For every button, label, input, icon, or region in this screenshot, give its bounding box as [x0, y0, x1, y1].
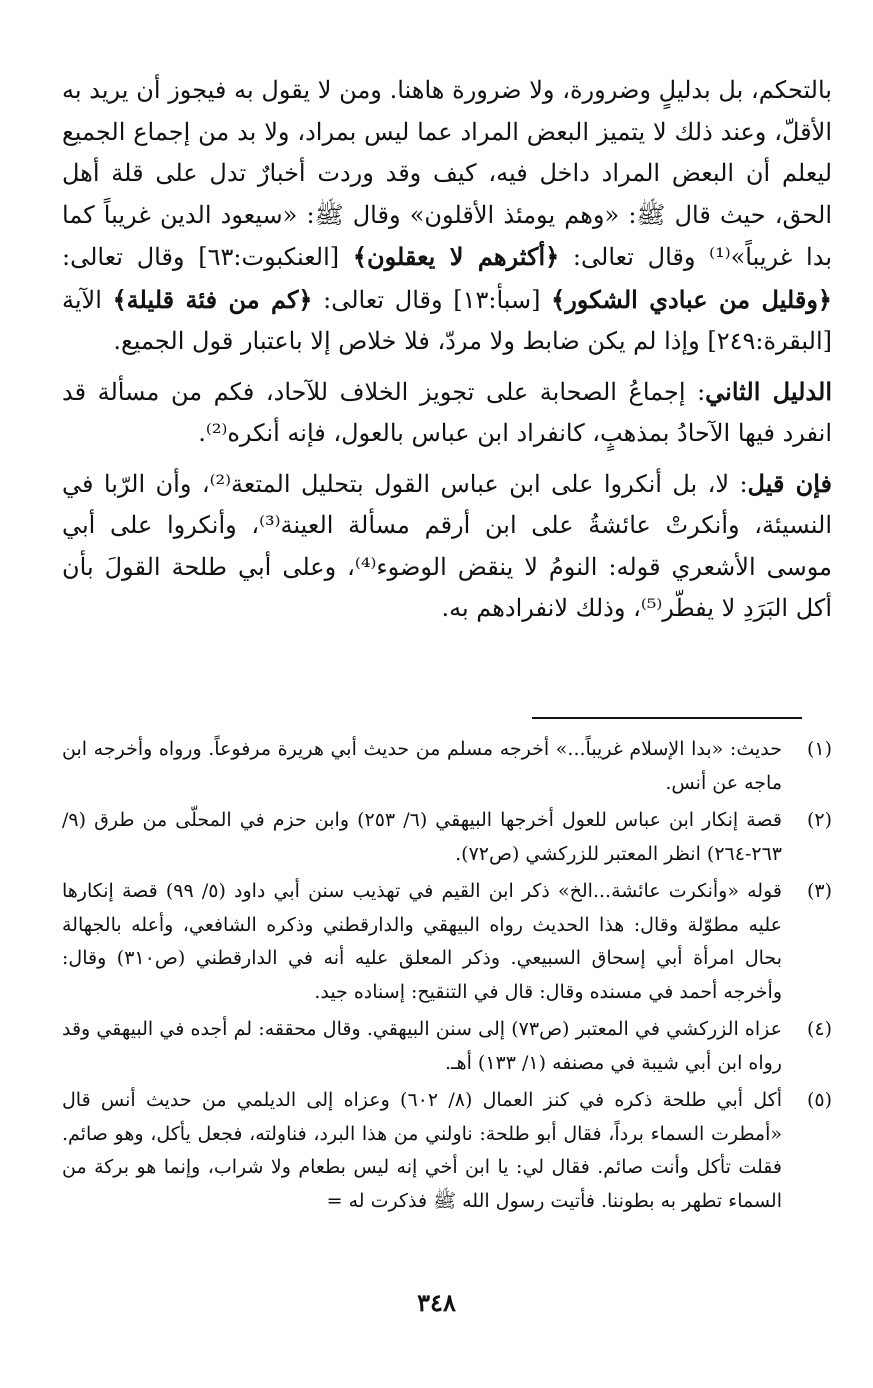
footnote-text: قوله «وأنكرت عائشة...الخ» ذكر ابن القيم في تهذيب سنن أبي داود (٥/ ٩٩) قصة إنكارها عليه مطوّلة وقال: هذا الحديث رواه البيهقي والدارقطني وذكره الشافعي، وأعله بالجهالة بحال امرأة أبي إسحاق السبيعي. وذكر المعلق عليه أنه في الدارقطني (ص٣١٠) وقال: وأخرجه أحمد في مسنده وقال: قال في التنقيح: إسناده جيد. — [62, 880, 782, 1003]
footnote — [62, 804, 832, 871]
page-number: ٣٤٨ — [417, 1288, 456, 1317]
objection-label: فإن قيل — [747, 468, 832, 498]
paragraph-1-text-a: بالتحكم، بل بدليلٍ وضرورة، ولا ضرورة هاهنا. ومن لا يقول به فيجوز أن يريد به الأقلّ، وعند ذلك لا يتميز البعض المراد عما ليس بمراد، ولا بد من إجماع الجميع ليعلم أن البعض المراد داخل فيه، كيف وقد وردت أخبارٌ تدل على قلة أهل الحق، حيث قال ﷺ: «وهم يومئذ الأقلون» وقال ﷺ: «سيعود الدين غريباً كما بدا غريباً»⁽¹⁾ وقال تعالى: — [62, 76, 833, 271]
footnote — [62, 733, 832, 800]
footnote-number: (٥) — [806, 1089, 832, 1111]
footnote — [62, 1013, 832, 1080]
footnote-number: (٣) — [806, 880, 832, 902]
footnote-number: (٢) — [806, 809, 832, 831]
footnote-text: أكل أبي طلحة ذكره في كنز العمال (٨/ ٦٠٢) وعزاه إلى الديلمي من حديث أنس قال «أمطرت السماء برداً، فقال أبو طلحة: ناولني من هذا البرد، فناولته، فجعل يأكل، وهو صائم. فقلت تأكل وأنت صائم. فقال لي: يا ابن أخي إنه ليس بطعام ولا شراب، وإنما هو بركة من السماء تطهر به بطوننا. فأتيت رسول الله ﷺ فذكرت له = — [62, 1089, 782, 1212]
paragraph-2-text: : إجماعُ الصحابة على تجويز الخلاف للآحاد، فكم من مسألة قد انفرد فيها الآحادُ بمذهبٍ، كانفراد ابن عباس بالعول، فإنه أنكره⁽²⁾. — [62, 377, 832, 447]
footnote-number: (١) — [806, 738, 832, 760]
paragraph-1-text-c: [سبأ:١٣] وقال تعالى: — [312, 285, 552, 314]
paragraph-3-text: : لا، بل أنكروا على ابن عباس القول بتحليل المتعة⁽²⁾، وأن الرّبا في النسيئة، وأنكرتْ عائشةُ على ابن أرقم مسألة العينة⁽³⁾، وأنكروا على أبي موسى الأشعري قوله: النومُ لا ينقض الوضوء⁽⁴⁾، وعلى أبي طلحة القولَ بأن أكل البَرَدِ لا يفطّر⁽⁵⁾، وذلك لانفرادهم به. — [62, 469, 832, 622]
footnote-separator — [532, 717, 802, 719]
paragraph-2 — [62, 371, 832, 455]
second-proof-label: الدليل الثاني — [705, 376, 832, 406]
footnote-text: عزاه الزركشي في المعتبر (ص٧٣) إلى سنن البيهقي. وقال محققه: لم أجده في البيهقي وقد رواه ابن أبي شيبة في مصنفه (١/ ١٣٣) أهـ. — [62, 1018, 782, 1074]
quran-quote-1: ﴿أكثرهم لا يعقلون﴾ — [352, 242, 560, 271]
footnote-number: (٤) — [806, 1018, 832, 1040]
footnote — [62, 1084, 832, 1218]
paragraph-1-text-d: الآية [البقرة:٢٤٩] وإذا لم يكن ضابط ولا مردّ، فلا خلاص إلا باعتبار قول الجميع. — [62, 285, 832, 355]
footnote-text: قصة إنكار ابن عباس للعول أخرجها البيهقي (٦/ ٢٥٣) وابن حزم في المحلّى من طرق (٩/ ٢٦٣-٢٦٤) انظر المعتبر للزركشي (ص٧٢). — [62, 809, 782, 865]
main-text — [62, 70, 832, 630]
paragraph-1 — [62, 70, 832, 363]
paragraph-3 — [62, 463, 832, 630]
paragraph-1-text-b: [العنكبوت:٦٣] وقال تعالى: — [62, 243, 353, 271]
footnotes — [62, 733, 832, 1222]
quran-quote-2: ﴿وقليل من عبادي الشكور﴾ — [551, 284, 832, 314]
footnote-text: حديث: «بدا الإسلام غريباً...» أخرجه مسلم من حديث أبي هريرة مرفوعاً. ورواه وأخرجه ابن ماجه عن أنس. — [62, 738, 782, 794]
footnote — [62, 875, 832, 1009]
quran-quote-3: ﴿كم من فئة قليلة﴾ — [112, 284, 313, 314]
